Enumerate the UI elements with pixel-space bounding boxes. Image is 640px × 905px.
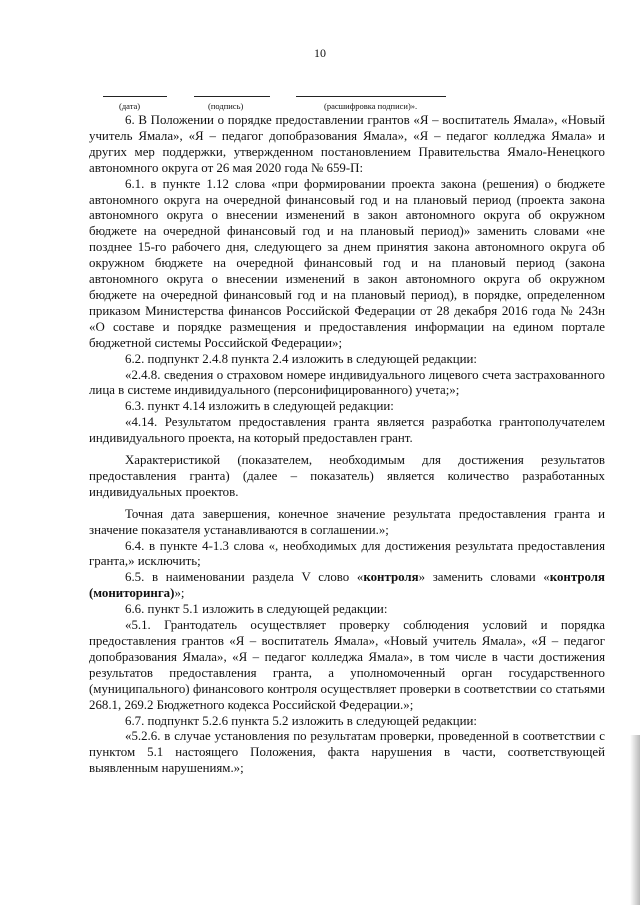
paragraph: Точная дата завершения, конечное значение результата предоставления гранта и значение показателя устанавливаются в соглашении.»; bbox=[89, 506, 605, 537]
paragraph: 6.6. пункт 5.1 изложить в следующей редакции: bbox=[125, 602, 388, 617]
paragraph: «4.14. Результатом предоставления гранта является разработка грантополучателем индивидуального проекта, на который предоставлен грант. bbox=[89, 415, 605, 446]
text-span: 6.5. в наименовании раздела V слово « bbox=[125, 570, 364, 585]
signature-line bbox=[194, 96, 270, 97]
paragraph: 6.4. в пункте 4-1.3 слова «, необходимых для достижения результата предоставления гранта,» исключить; bbox=[89, 538, 605, 569]
name-label: (расшифровка подписи)». bbox=[324, 101, 418, 111]
paragraph: 6.7. подпункт 5.2.6 пункта 5.2 изложить в следующей редакции: bbox=[125, 713, 478, 728]
paragraph: 6.3. пункт 4.14 изложить в следующей редакции: bbox=[125, 399, 394, 414]
paragraph: «2.4.8. сведения о страховом номере индивидуального лицевого счета застрахованного лица в системе индивидуального (персонифицированного) учета;»; bbox=[89, 367, 605, 398]
paragraph: 6. В Положении о порядке предоставлении грантов «Я – воспитатель Ямала», «Новый учитель Ямала», «Я – педагог допобразования Ямала», «Я – педагог колледжа Ямала» и других мер поддержки, утвержденном постановлением Правительства Ямало-Ненецкого автономного округа от 26 мая 2020 года № 659-П: bbox=[89, 113, 605, 175]
document-body bbox=[89, 113, 605, 777]
text-span: »; bbox=[174, 586, 185, 601]
date-line bbox=[103, 96, 167, 97]
signature-label: (подпись) bbox=[208, 101, 244, 111]
paragraph-with-bold bbox=[89, 570, 605, 602]
page-number: 10 bbox=[314, 46, 326, 60]
name-line bbox=[296, 96, 446, 97]
paragraph: «5.2.6. в случае установления по результатам проверки, проведенной в соответствии с пунктом 5.1 настоящего Положения, факта нарушения в части, соответствующей выявленным нарушениям.»; bbox=[89, 729, 605, 776]
scan-edge-shadow bbox=[630, 735, 640, 905]
bold-term: контроля bbox=[363, 570, 419, 585]
paragraph: 6.1. в пункте 1.12 слова «при формировании проекта закона (решения) о бюджете автономного округа на очередной финансовый год и на плановый период (проекта закона автономного округа о внесении изменений в закон автономного округа об окружном бюджете на очередной финансовый год и на плановый период)» заменить словами «не позднее 15-го рабочего дня, следующего за днем принятия закона автономного округа об окружном бюджете на очередной финансовый год и на плановый период (закона автономного округа о внесении изменений в закон автономного округа об окружном бюджете на очередной финансовый год и на плановый период), в порядке, определенном приказом Министерства финансов Российской Федерации от 28 декабря 2016 года № 243н «О составе и порядке размещения и предоставления информации на едином портале бюджетной системы Российской Федерации»; bbox=[89, 176, 605, 350]
paragraph: «5.1. Грантодатель осуществляет проверку соблюдения условий и порядка предоставления грантов «Я – воспитатель Ямала», «Новый учитель Ямала», «Я – педагог допобразования Ямала», «Я – педагог колледжа Ямала», в том числе в части достижения результатов предоставления гранта, а уполномоченный орган государственного (муниципального) финансового контроля осуществляет проверки в соответствии со статьями 268.1, 269.2 Бюджетного кодекса Российской Федерации.»; bbox=[89, 618, 605, 712]
paragraph: 6.2. подпункт 2.4.8 пункта 2.4 изложить в следующей редакции: bbox=[125, 351, 478, 366]
text-span: » заменить словами « bbox=[418, 570, 550, 585]
paragraph: Характеристикой (показателем, необходимым для достижения результатов предоставления гранта) (далее – показатель) является количество разработанных индивидуальных проектов. bbox=[89, 453, 605, 499]
bold-term: контроля (мониторинга) bbox=[89, 570, 605, 601]
date-label: (дата) bbox=[119, 101, 141, 111]
